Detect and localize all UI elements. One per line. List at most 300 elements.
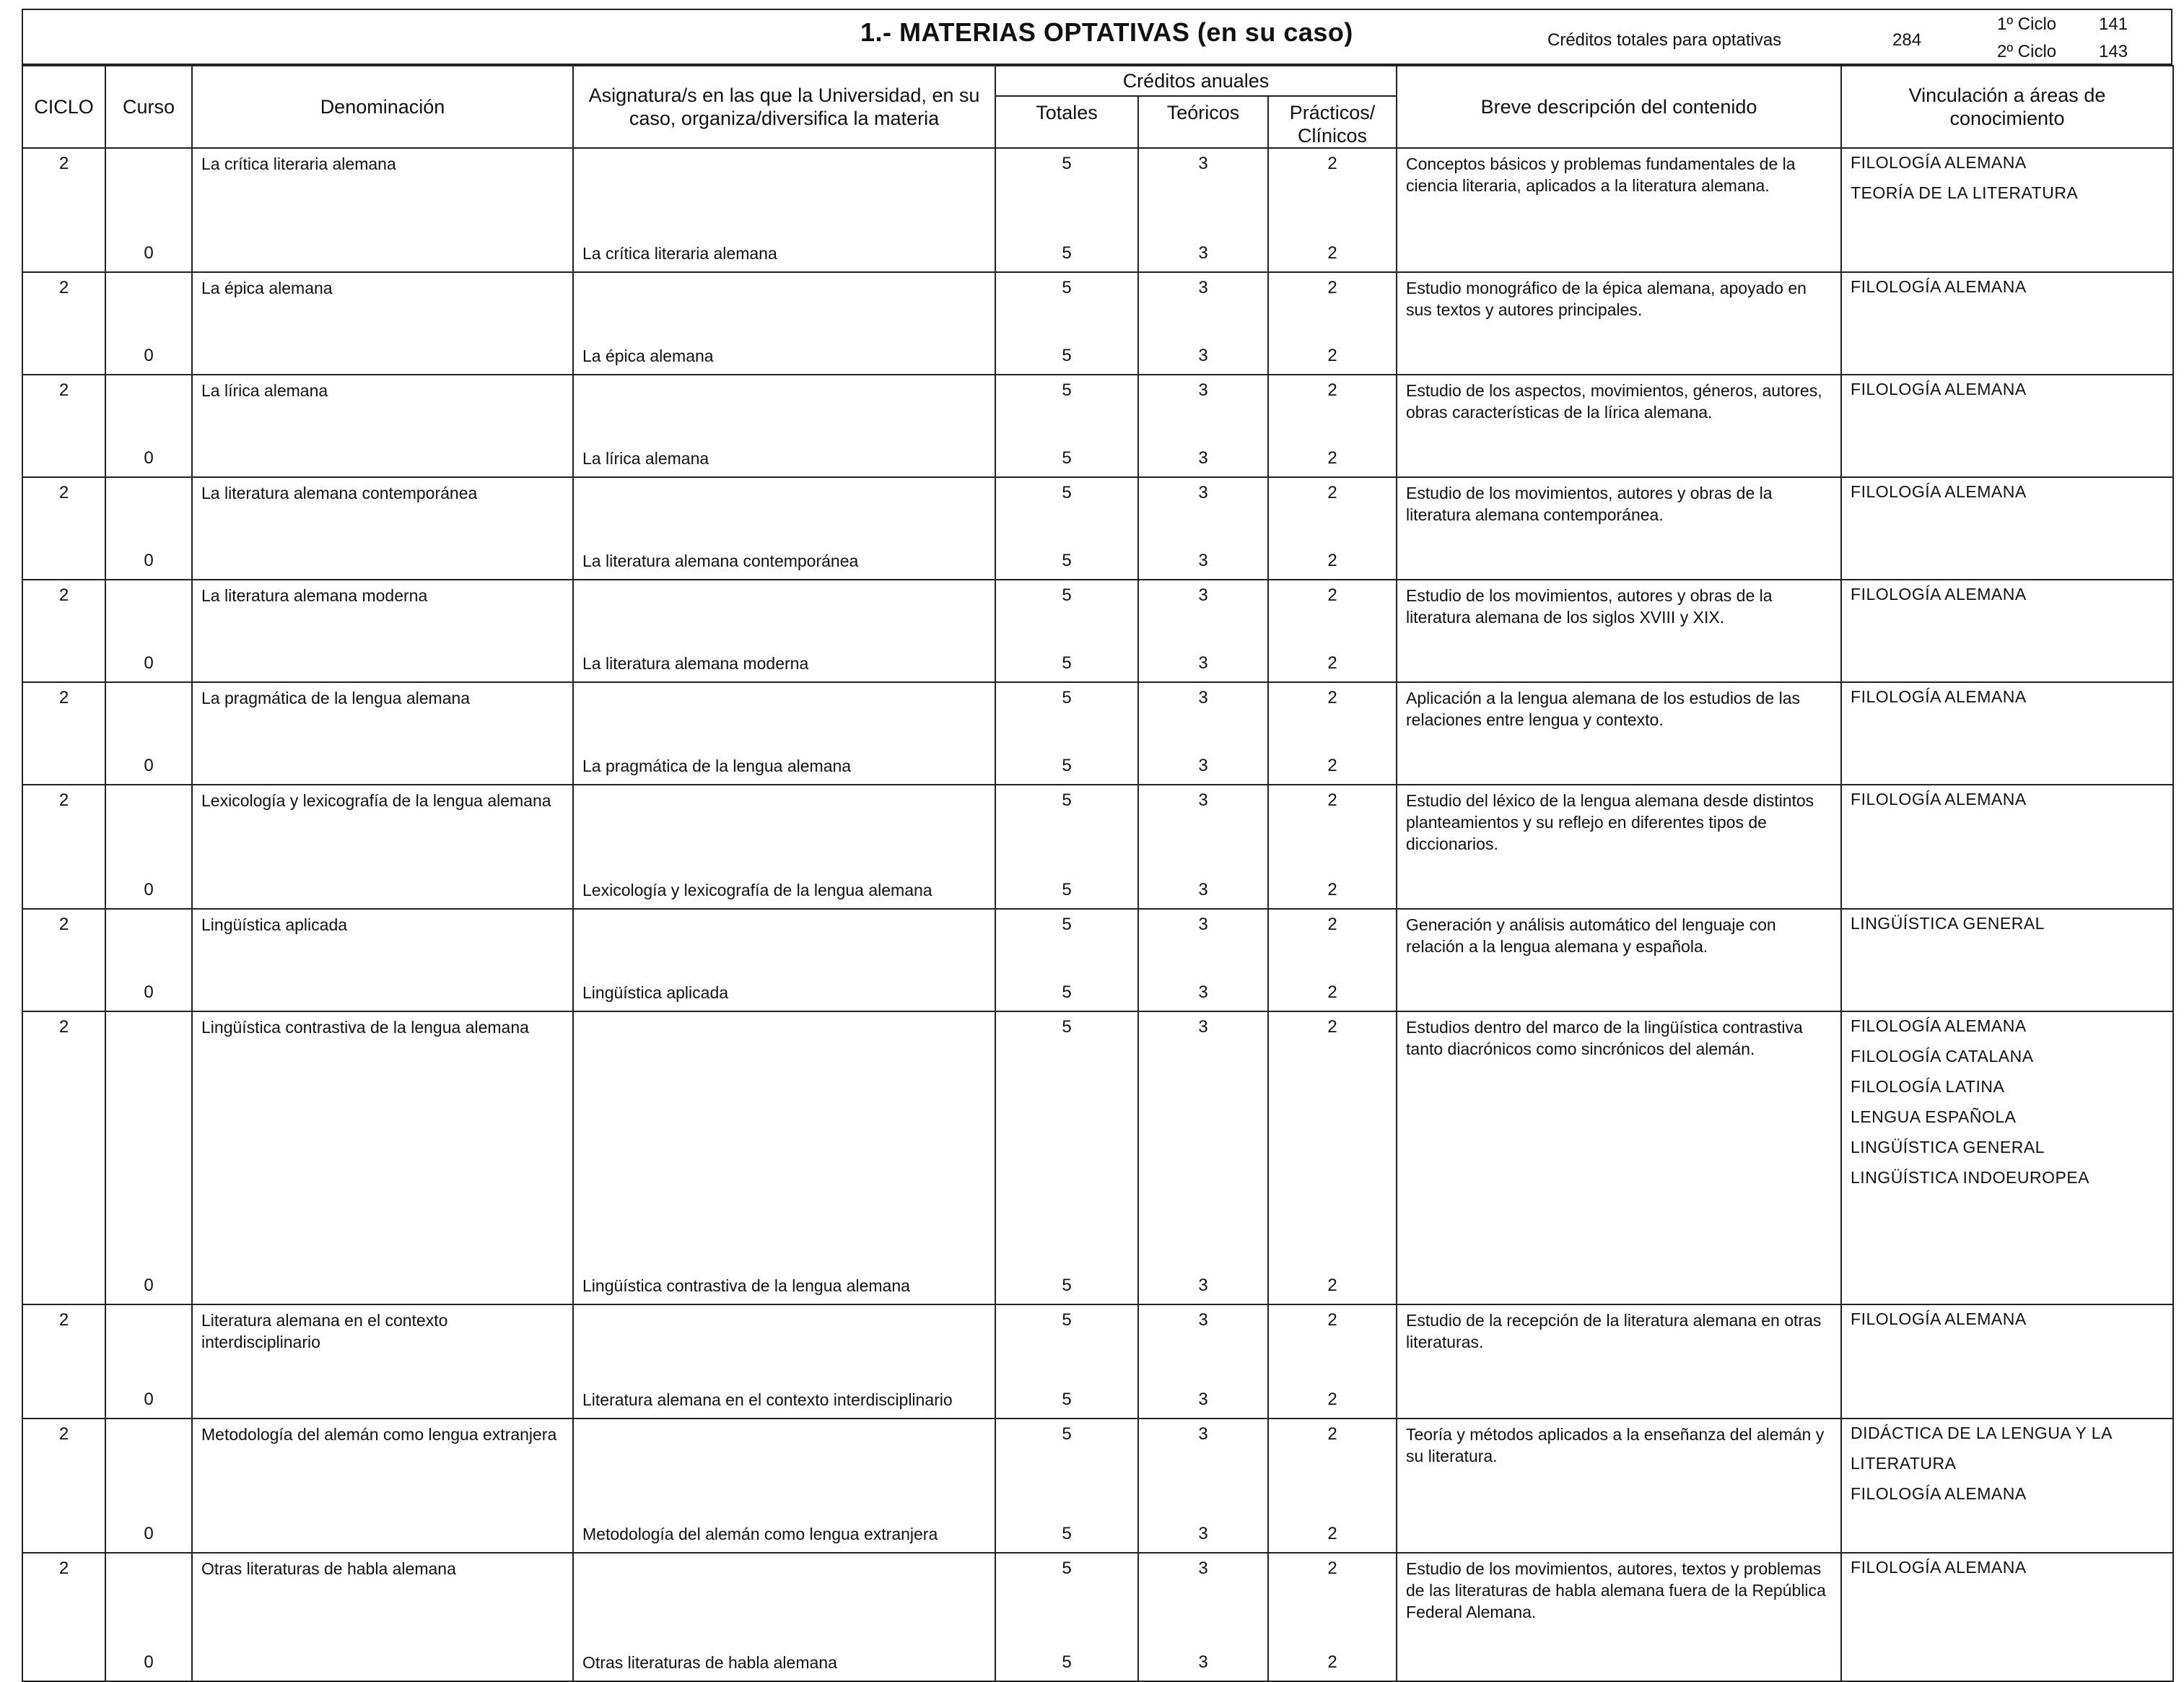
cell-totales [995,272,1138,375]
practicos-value: 2 [1327,154,1337,173]
practicos-value-asignatura: 2 [1327,243,1337,263]
denominacion-text: Otras literaturas de habla alemana [201,1559,456,1578]
areas-list [1842,271,2172,302]
asignatura-text: La literatura alemana contemporánea [582,552,859,570]
cell-ciclo [22,785,105,909]
cell-teoricos [1138,1419,1268,1553]
totales-value-asignatura: 5 [1062,346,1072,365]
cell-descripcion [1397,477,1841,580]
teoricos-value: 3 [1198,915,1208,934]
teoricos-value-asignatura: 3 [1198,448,1208,468]
cell-totales [995,909,1138,1011]
asignatura-text: Lingüística contrastiva de la lengua alemana [582,1276,910,1295]
cell-asignatura [573,1011,995,1304]
ciclo2-label: 2º Ciclo [1997,42,2057,61]
areas-list [1842,1418,2172,1509]
cell-curso [105,1419,192,1553]
page-title: 1.- MATERIAS OPTATIVAS (en su caso) [860,17,1353,47]
cell-totales [995,785,1138,909]
area-item: LINGÜÍSTICA GENERAL [1851,1138,2045,1156]
denominacion-text: La lírica alemana [201,381,328,400]
teoricos-value-asignatura: 3 [1198,880,1208,899]
cell-teoricos [1138,682,1268,785]
totales-value-asignatura: 5 [1062,551,1072,570]
area-item: LENGUA ESPAÑOLA [1851,1107,2017,1126]
cell-practicos [1268,682,1397,785]
header-teoricos: Teóricos [1138,96,1268,148]
cell-vinculacion [1841,909,2173,1011]
ciclo-value: 2 [58,585,69,605]
table-row [22,477,2173,580]
area-item: DIDÁCTICA DE LA LENGUA Y LA LITERATURA [1851,1424,2112,1473]
totales-value-asignatura: 5 [1062,1390,1072,1409]
cell-practicos [1268,272,1397,375]
cell-ciclo [22,682,105,785]
totales-value-asignatura: 5 [1062,448,1072,468]
cell-denominacion [192,785,573,909]
cell-teoricos [1138,148,1268,272]
cell-curso [105,682,192,785]
cell-vinculacion [1841,580,2173,682]
cell-vinculacion [1841,1553,2173,1681]
areas-list [1842,579,2172,609]
cell-curso [105,909,192,1011]
header-denominacion: Denominación [192,66,573,148]
practicos-value: 2 [1327,1559,1337,1578]
descripcion-text: Estudio monográfico de la épica alemana, apoyado en sus textos y autores principales. [1406,279,1807,319]
area-item: LINGÜÍSTICA INDOEUROPEA [1851,1168,2090,1187]
cell-teoricos [1138,375,1268,477]
cell-ciclo [22,1553,105,1681]
cell-vinculacion [1841,272,2173,375]
area-item: FILOLOGÍA ALEMANA [1851,1016,2027,1035]
header-descripcion: Breve descripción del contenido [1397,66,1841,148]
practicos-value: 2 [1327,688,1337,707]
area-item: FILOLOGÍA CATALANA [1851,1047,2034,1066]
table-row [22,272,2173,375]
cell-asignatura [573,909,995,1011]
ciclo-value: 2 [58,1559,69,1578]
area-item: FILOLOGÍA ALEMANA [1851,482,2027,501]
ciclo-value: 2 [58,915,69,934]
totales-value: 5 [1062,154,1072,173]
asignatura-text: La pragmática de la lengua alemana [582,757,852,775]
cell-ciclo [22,375,105,477]
optativas-sheet [22,9,2172,1672]
cell-ciclo [22,1419,105,1553]
optativas-table [22,65,2174,1682]
cell-asignatura [573,148,995,272]
practicos-value-asignatura: 2 [1327,756,1337,775]
cell-totales [995,580,1138,682]
cell-asignatura [573,580,995,682]
cell-totales [995,1419,1138,1553]
areas-list [1842,147,2172,208]
cell-curso [105,477,192,580]
cell-practicos [1268,909,1397,1011]
cell-curso [105,785,192,909]
cell-totales [995,682,1138,785]
cell-denominacion [192,909,573,1011]
cell-descripcion [1397,1419,1841,1553]
cell-denominacion [192,272,573,375]
cell-totales [995,1553,1138,1681]
asignatura-text: Literatura alemana en el contexto interdisciplinario [582,1390,953,1409]
cell-ciclo [22,1011,105,1304]
cell-denominacion [192,148,573,272]
descripcion-text: Generación y análisis automático del lenguaje con relación a la lengua alemana y española. [1406,915,1776,956]
curso-value: 0 [144,448,154,468]
totales-value: 5 [1062,915,1072,934]
cell-teoricos [1138,1011,1268,1304]
cell-denominacion [192,1011,573,1304]
practicos-value: 2 [1327,585,1337,605]
teoricos-value: 3 [1198,483,1208,502]
asignatura-text: La crítica literaria alemana [582,244,777,263]
creditos-totales-value: 284 [1892,30,1922,50]
header-ciclo: CICLO [22,66,105,148]
teoricos-value: 3 [1198,585,1208,605]
practicos-value-asignatura: 2 [1327,880,1337,899]
cell-descripcion [1397,580,1841,682]
curso-value: 0 [144,1524,154,1543]
asignatura-text: Otras literaturas de habla alemana [582,1653,837,1672]
teoricos-value: 3 [1198,688,1208,707]
cell-denominacion [192,1419,573,1553]
asignatura-text: La lírica alemana [582,449,709,468]
cell-curso [105,580,192,682]
ciclo-value: 2 [58,483,69,502]
areas-list [1842,374,2172,404]
cell-ciclo [22,148,105,272]
areas-list [1842,476,2172,507]
curso-value: 0 [144,1652,154,1672]
practicos-value-asignatura: 2 [1327,1390,1337,1409]
header-vinculacion: Vinculación a áreas de conocimiento [1841,66,2173,148]
practicos-value-asignatura: 2 [1327,982,1337,1002]
table-row [22,1304,2173,1419]
cell-descripcion [1397,148,1841,272]
denominacion-text: Metodología del alemán como lengua extranjera [201,1425,557,1444]
table-row [22,148,2173,272]
cell-practicos [1268,148,1397,272]
asignatura-text: La literatura alemana moderna [582,654,809,673]
totales-value: 5 [1062,1017,1072,1037]
cell-vinculacion [1841,1011,2173,1304]
cell-curso [105,272,192,375]
ciclo-value: 2 [58,278,69,297]
cell-vinculacion [1841,1419,2173,1553]
ciclo2-value: 143 [2099,42,2128,61]
header-curso: Curso [105,66,192,148]
practicos-value: 2 [1327,483,1337,502]
totales-value: 5 [1062,1424,1072,1444]
asignatura-text: Lingüística aplicada [582,983,729,1002]
cell-teoricos [1138,909,1268,1011]
curso-value: 0 [144,982,154,1002]
totales-value: 5 [1062,688,1072,707]
cell-teoricos [1138,272,1268,375]
cell-vinculacion [1841,785,2173,909]
cell-descripcion [1397,272,1841,375]
table-row [22,785,2173,909]
totales-value: 5 [1062,278,1072,297]
area-item: FILOLOGÍA ALEMANA [1851,1484,2027,1503]
cell-descripcion [1397,375,1841,477]
curso-value: 0 [144,1276,154,1295]
ciclo-value: 2 [58,790,69,810]
descripcion-text: Estudio de los movimientos, autores y obras de la literatura alemana contemporánea. [1406,484,1773,524]
area-item: TEORÍA DE LA LITERATURA [1851,183,2079,202]
totales-value-asignatura: 5 [1062,756,1072,775]
teoricos-value: 3 [1198,278,1208,297]
teoricos-value-asignatura: 3 [1198,551,1208,570]
table-row [22,1553,2173,1681]
totales-value: 5 [1062,1559,1072,1578]
denominacion-text: La literatura alemana moderna [201,586,428,605]
area-item: FILOLOGÍA ALEMANA [1851,1310,2027,1328]
cell-practicos [1268,375,1397,477]
area-item: FILOLOGÍA ALEMANA [1851,153,2027,172]
cell-totales [995,1011,1138,1304]
practicos-value-asignatura: 2 [1327,1276,1337,1295]
denominacion-text: La épica alemana [201,279,333,297]
cell-ciclo [22,272,105,375]
table-row [22,1011,2173,1304]
descripcion-text: Estudio de la recepción de la literatura alemana en otras literaturas. [1406,1311,1822,1351]
table-row [22,375,2173,477]
areas-list [1842,1304,2172,1334]
totales-value: 5 [1062,1310,1072,1330]
cell-descripcion [1397,682,1841,785]
ciclo-value: 2 [58,1017,69,1037]
curso-value: 0 [144,653,154,673]
cell-asignatura [573,785,995,909]
cell-descripcion [1397,1304,1841,1419]
cell-totales [995,477,1138,580]
area-item: FILOLOGÍA ALEMANA [1851,585,2027,603]
practicos-value-asignatura: 2 [1327,448,1337,468]
ciclo1-label: 1º Ciclo [1997,14,2057,34]
totales-value-asignatura: 5 [1062,1276,1072,1295]
curso-value: 0 [144,1390,154,1409]
practicos-value: 2 [1327,380,1337,400]
teoricos-value-asignatura: 3 [1198,982,1208,1002]
areas-list [1842,908,2172,938]
descripcion-text: Aplicación a la lengua alemana de los estudios de las relaciones entre lengua y contexto. [1406,689,1800,729]
ciclo-value: 2 [58,1310,69,1330]
cell-ciclo [22,477,105,580]
teoricos-value: 3 [1198,154,1208,173]
asignatura-text: La épica alemana [582,347,714,365]
cell-practicos [1268,1304,1397,1419]
practicos-value-asignatura: 2 [1327,551,1337,570]
curso-value: 0 [144,756,154,775]
cell-practicos [1268,477,1397,580]
cell-descripcion [1397,1011,1841,1304]
practicos-value-asignatura: 2 [1327,1524,1337,1543]
area-item: FILOLOGÍA LATINA [1851,1077,2005,1096]
cell-denominacion [192,682,573,785]
denominacion-text: Lexicología y lexicografía de la lengua alemana [201,791,551,810]
cell-descripcion [1397,785,1841,909]
cell-curso [105,1011,192,1304]
teoricos-value: 3 [1198,1559,1208,1578]
totales-value-asignatura: 5 [1062,653,1072,673]
cell-vinculacion [1841,1304,2173,1419]
cell-denominacion [192,580,573,682]
practicos-value: 2 [1327,1424,1337,1444]
table-row [22,1419,2173,1553]
cell-practicos [1268,580,1397,682]
descripcion-text: Estudio de los movimientos, autores, textos y problemas de las literaturas de habla alemana fuera de la República Federal Alemana. [1406,1559,1826,1621]
teoricos-value: 3 [1198,790,1208,810]
ciclo-value: 2 [58,1424,69,1444]
ciclo1-value: 141 [2099,14,2128,34]
totales-value-asignatura: 5 [1062,880,1072,899]
ciclo-value: 2 [58,380,69,400]
teoricos-value-asignatura: 3 [1198,653,1208,673]
cell-asignatura [573,682,995,785]
header-asignaturas: Asignatura/s en las que la Universidad, en su caso, organiza/diversifica la materia [573,66,995,148]
areas-list [1842,1011,2172,1193]
ciclo-value: 2 [58,688,69,707]
curso-value: 0 [144,243,154,263]
teoricos-value-asignatura: 3 [1198,346,1208,365]
cell-curso [105,148,192,272]
teoricos-value-asignatura: 3 [1198,1390,1208,1409]
teoricos-value-asignatura: 3 [1198,756,1208,775]
cell-ciclo [22,580,105,682]
cell-totales [995,375,1138,477]
header-totales: Totales [995,96,1138,148]
table-row [22,682,2173,785]
teoricos-value: 3 [1198,1310,1208,1330]
cell-teoricos [1138,785,1268,909]
title-bar [22,9,2172,65]
denominacion-text: La pragmática de la lengua alemana [201,689,471,707]
cell-vinculacion [1841,477,2173,580]
cell-practicos [1268,785,1397,909]
cell-asignatura [573,375,995,477]
teoricos-value: 3 [1198,1017,1208,1037]
practicos-value: 2 [1327,1017,1337,1037]
cell-asignatura [573,1553,995,1681]
cell-teoricos [1138,1304,1268,1419]
cell-teoricos [1138,1553,1268,1681]
totales-value-asignatura: 5 [1062,982,1072,1002]
cell-denominacion [192,375,573,477]
cell-asignatura [573,272,995,375]
cell-practicos [1268,1419,1397,1553]
areas-list [1842,784,2172,814]
cell-teoricos [1138,580,1268,682]
denominacion-text: La crítica literaria alemana [201,154,396,173]
asignatura-text: Metodología del alemán como lengua extranjera [582,1525,938,1543]
cell-asignatura [573,1419,995,1553]
practicos-value: 2 [1327,1310,1337,1330]
asignatura-text: Lexicología y lexicografía de la lengua alemana [582,881,932,899]
practicos-value-asignatura: 2 [1327,653,1337,673]
descripcion-text: Estudios dentro del marco de la lingüística contrastiva tanto diacrónicos como sincrónicos del alemán. [1406,1018,1803,1058]
cell-asignatura [573,1304,995,1419]
descripcion-text: Estudio de los movimientos, autores y obras de la literatura alemana de los siglos XVIII y XIX. [1406,586,1773,627]
cell-denominacion [192,477,573,580]
cell-denominacion [192,1304,573,1419]
creditos-totales-label: Créditos totales para optativas [1547,30,1782,50]
curso-value: 0 [144,880,154,899]
practicos-value: 2 [1327,278,1337,297]
area-item: LINGÜÍSTICA GENERAL [1851,914,2045,933]
teoricos-value-asignatura: 3 [1198,243,1208,263]
area-item: FILOLOGÍA ALEMANA [1851,687,2027,706]
header-practicos: Prácticos/ Clínicos [1268,96,1397,148]
denominacion-text: Lingüística contrastiva de la lengua alemana [201,1018,529,1037]
cell-descripcion [1397,909,1841,1011]
cell-asignatura [573,477,995,580]
denominacion-text: Lingüística aplicada [201,915,348,934]
cell-vinculacion [1841,375,2173,477]
cell-ciclo [22,909,105,1011]
teoricos-value: 3 [1198,380,1208,400]
totales-value-asignatura: 5 [1062,243,1072,263]
cell-curso [105,375,192,477]
cell-curso [105,1553,192,1681]
area-item: FILOLOGÍA ALEMANA [1851,1558,2027,1577]
cell-teoricos [1138,477,1268,580]
table-row [22,909,2173,1011]
descripcion-text: Estudio de los aspectos, movimientos, géneros, autores, obras características de la lírica alemana. [1406,381,1822,422]
totales-value-asignatura: 5 [1062,1524,1072,1543]
teoricos-value: 3 [1198,1424,1208,1444]
cell-ciclo [22,1304,105,1419]
totales-value: 5 [1062,483,1072,502]
ciclo-value: 2 [58,154,69,173]
practicos-value: 2 [1327,790,1337,810]
teoricos-value-asignatura: 3 [1198,1276,1208,1295]
denominacion-text: La literatura alemana contemporánea [201,484,478,502]
cell-practicos [1268,1011,1397,1304]
areas-list [1842,681,2172,712]
totales-value: 5 [1062,790,1072,810]
cell-totales [995,148,1138,272]
descripcion-text: Estudio del léxico de la lengua alemana desde distintos planteamientos y su reflejo en diferentes tipos de diccionarios. [1406,791,1814,853]
totales-value-asignatura: 5 [1062,1652,1072,1672]
areas-list [1842,1552,2172,1582]
teoricos-value-asignatura: 3 [1198,1652,1208,1672]
practicos-value-asignatura: 2 [1327,346,1337,365]
area-item: FILOLOGÍA ALEMANA [1851,790,2027,809]
practicos-value-asignatura: 2 [1327,1652,1337,1672]
descripcion-text: Conceptos básicos y problemas fundamentales de la ciencia literaria, aplicados a la literatura alemana. [1406,154,1796,195]
denominacion-text: Literatura alemana en el contexto interdisciplinario [201,1311,448,1351]
cell-vinculacion [1841,148,2173,272]
totales-value: 5 [1062,380,1072,400]
cell-practicos [1268,1553,1397,1681]
cell-totales [995,1304,1138,1419]
curso-value: 0 [144,346,154,365]
cell-curso [105,1304,192,1419]
cell-vinculacion [1841,682,2173,785]
area-item: FILOLOGÍA ALEMANA [1851,380,2027,398]
teoricos-value-asignatura: 3 [1198,1524,1208,1543]
cell-denominacion [192,1553,573,1681]
practicos-value: 2 [1327,915,1337,934]
table-row [22,580,2173,682]
header-creditos-anuales: Créditos anuales [995,66,1397,96]
descripcion-text: Teoría y métodos aplicados a la enseñanza del alemán y su literatura. [1406,1425,1825,1465]
curso-value: 0 [144,551,154,570]
